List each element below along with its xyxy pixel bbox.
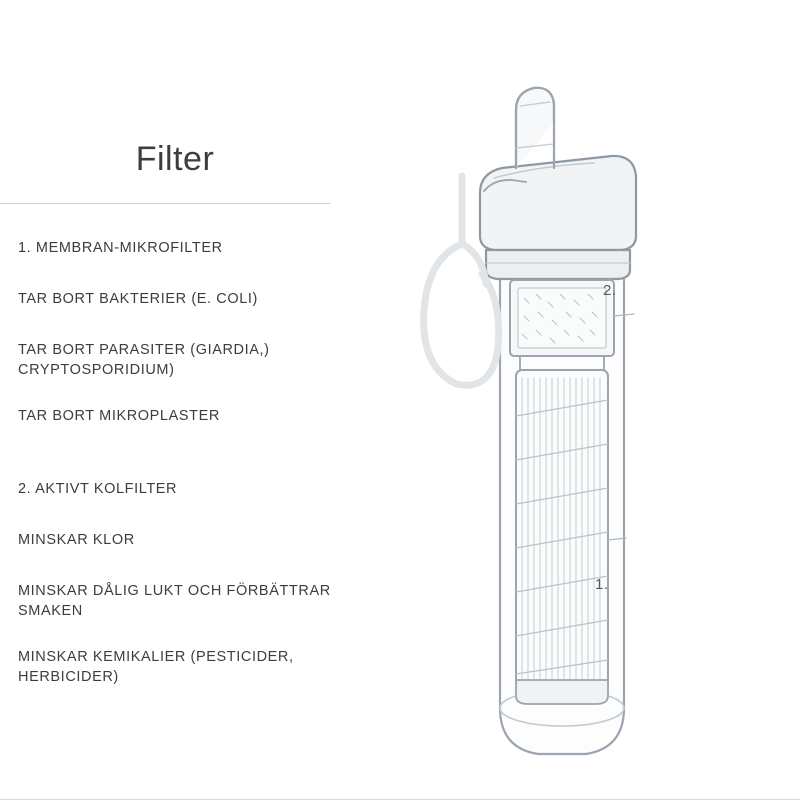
section-heading-2: 2. AKTIVT KOLFILTER [18, 481, 178, 497]
membrane-inner [518, 288, 606, 348]
cap-collar [486, 250, 630, 279]
list-item: TAR BORT MIKROPLASTER [18, 408, 220, 424]
section-carbon [0, 479, 380, 687]
list-item: TAR BORT PARASITER (GIARDIA,) CRYPTOSPORIDIUM) [18, 342, 270, 378]
list-item: MINSKAR KEMIKALIER (PESTICIDER, HERBICIDER) [18, 649, 294, 685]
list-item: MINSKAR KLOR [18, 532, 135, 548]
section-heading-1: 1. MEMBRAN-MIKROFILTER [18, 240, 223, 256]
list-item: TAR BORT BAKTERIER (E. COLI) [18, 291, 258, 307]
list-item: MINSKAR DÅLIG LUKT OCH FÖRBÄTTRAR SMAKEN [18, 583, 331, 619]
cartridge-end-cap [516, 680, 608, 704]
bottle-cap [480, 156, 636, 250]
bottle-drawing [398, 48, 798, 788]
drinking-straw [516, 88, 554, 168]
callout-label-2: 2. [603, 282, 617, 299]
title-divider [0, 203, 330, 204]
section-membrane [0, 238, 380, 426]
water-bottle-filter-diagram [398, 48, 798, 788]
section-gap [0, 457, 380, 479]
callout-label-1: 1. [595, 576, 609, 593]
page-title: Filter [135, 140, 215, 178]
text-column [0, 140, 380, 713]
